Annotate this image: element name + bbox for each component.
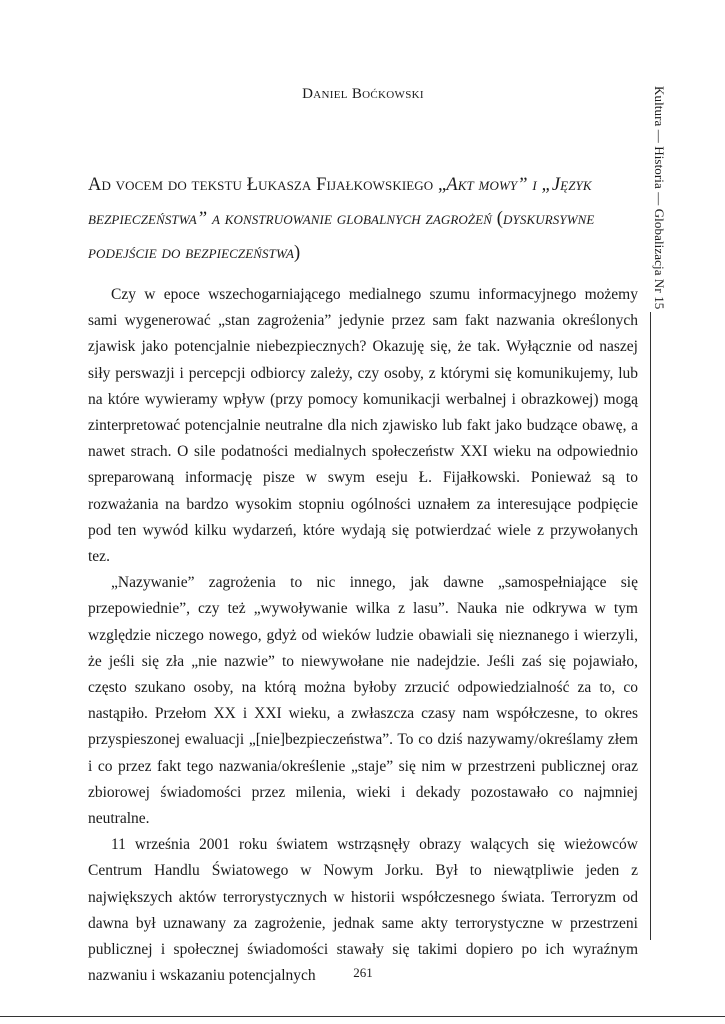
title-part-3: ( [492,209,504,229]
author-name: Daniel Boćkowski [302,86,424,102]
paragraph-2: „Nazywanie” zagrożenia to nic innego, jak dawne „samospełniające się przepowiednie”, czy też „wywoływanie wilka z lasu”. Nauka nie odkrywa w tym względzie niczego nowego, gdyż od wieków ludzie obawiali się nieznanego i wierzyli, że jeśli się zła „nie nazwie” to niewywołane nie nadejdzie. Jeśli zaś się pojawiało, często szukano osoby, na którą można byłoby zrzucić odpowiedzialność za to, co nastąpiło. Przełom XX i XXI wieku, a zwłaszcza czasy nam współczesne, to okres przyspieszonej ewaluacji „[nie]bezpieczeństwa”. To co dziś nazywamy/określamy złem i co przez fakt tego nazwania/określenie „staje” się nim w przestrzeni publicznej oraz zbiorowej świadomości przez milenia, wieki i dekady pozostawało co najmniej neutralne. [88,574,638,828]
side-rule [650,312,651,940]
title-part-4: dyskursywne podejście do bezpieczeństwa [88,209,595,263]
title-part-2: Akt mowy” i „Język bezpieczeństwa” a konstruowanie globalnych zagrożeń [88,175,592,229]
article-body [88,282,638,989]
journal-side-label: Kultura — Historia — Globalizacja Nr 15 [652,86,667,310]
article-title [88,168,648,270]
paragraph-3: 11 września 2001 roku światem wstrząsnęły obrazy walących się wieżowców Centrum Handlu Światowego w Nowym Jorku. Był to niewątpliwie jeden z największych aktów terrorystycznych w historii współczesnego świata. Terroryzm od dawna był uznawany za zagrożenie, jednak same akty terrorystyczne w przestrzeni publicznej i społecznej świadomości stawały się takimi dopiero po ich wyraźnym nazwaniu i wskazaniu potencjalnych [88,836,638,985]
title-part-1: Ad vocem do tekstu Łukasza Fijałkowskiego „ [88,175,447,195]
bottom-rule [0,1016,725,1017]
paragraph-1: Czy w epoce wszechogarniającego medialnego szumu informacyjnego możemy sami wygenerować „stan zagrożenia” jedynie przez sam fakt nazwania określonych zjawisk jako potencjalnie niebezpiecznych? Okazuję się, że tak. Wyłącznie od naszej siły perswazji i percepcji odbiorcy zależy, czy osoby, z którymi się komunikujemy, lub na które wywieramy wpływ (przy pomocy komunikacji werbalnej i obrazkowej) mogą zinterpretować potencjalnie neutralne dla nich zjawisko lub fakt jako budzące obawę, a nawet strach. O sile podatności medialnych społeczeństw XXI wieku na odpowiednio spreparowaną informację pisze w swym eseju Ł. Fijałkowski. Ponieważ są to rozważania na bardzo wysokim stopniu ogólności uznałem za interesujące podpięcie pod ten wywód kilku wydarzeń, które wydają się potwierdzać wiele z przywołanych tez. [88,286,638,566]
title-part-5: ) [294,243,301,263]
page-number: 261 [353,965,373,980]
